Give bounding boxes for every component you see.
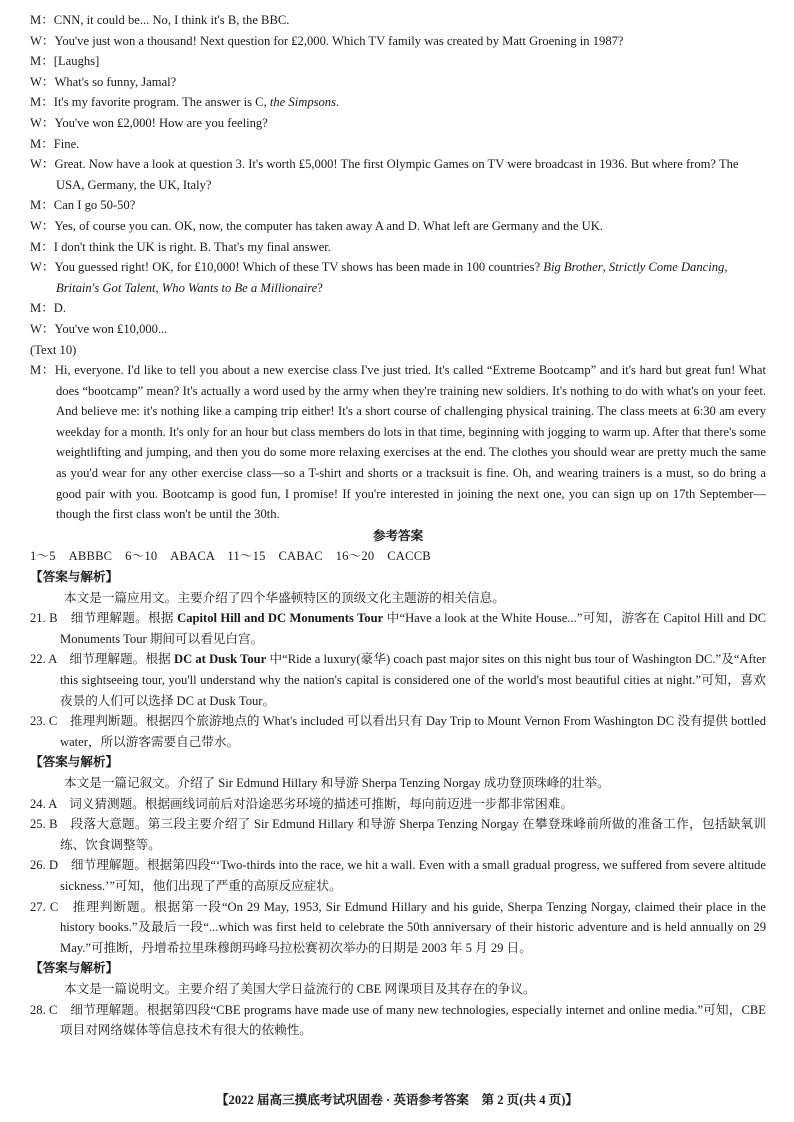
speaker-label: M： — [30, 54, 54, 69]
text-run: ? — [317, 280, 323, 295]
bold-tour-name: Capitol Hill and DC Monuments Tour — [177, 611, 384, 626]
text-run: CNN, it could be... No, I think it's B, the BBC. — [53, 13, 290, 27]
question-explanation — [30, 711, 766, 752]
speaker-label: M： — [30, 363, 55, 378]
analysis-heading: 【答案与解析】 — [30, 755, 119, 770]
answer-section-title: 参考答案 — [372, 528, 424, 543]
analysis-heading: 【答案与解析】 — [30, 961, 119, 976]
passage-summary: 本文是一篇说明文。主要介绍了美国大学日益流行的 CBE 网课项目及其存在的争议。 — [64, 981, 536, 996]
answer-key: 1～5 ABBBC 6～10 ABACA 11～15 CABAC 16～20 CACCB — [30, 549, 431, 564]
text-run: Can I go 50-50? — [53, 198, 136, 213]
dialogue-line — [30, 10, 766, 31]
speaker-label: W： — [30, 321, 55, 336]
text-run: Great. Now have a look at question 3. It's worth ₤5,000! The first Olympic Games on TV were broadcast in 1936. But where from? The USA, Germany, the UK, Italy? — [54, 157, 739, 192]
dialogue-line — [30, 319, 766, 340]
passage-summary: 本文是一篇记叙文。介绍了 Sir Edmund Hillary 和导游 Sherpa Tenzing Norgay 成功登顶珠峰的壮举。 — [64, 775, 610, 790]
dialogue-line — [30, 31, 766, 52]
text-run: 中“Ride a luxury(豪华) coach past major sites on this night bus tour of Washington DC.”及“After this sightseeing tour, you'll understand why the nation's capital is considered one of the world's most beautiful cities at night.”可知，喜欢夜景的人们可以选择 DC at Dusk Tour。 — [60, 652, 766, 708]
speaker-label: M： — [30, 136, 54, 151]
text-run: 22. A 细节理解题。根据 — [30, 652, 174, 667]
bold-tour-name: DC at Dusk Tour — [173, 652, 267, 667]
text-run: It's my favorite program. The answer is C, — [53, 95, 270, 110]
text-run: 23. C 推理判断题。根据四个旅游地点的 What's included 可以看出只有 Day Trip to Mount Vernon From Washington DC 没有提供 bottled water，所以游客需要自己带水。 — [30, 714, 766, 749]
dialogue-line — [30, 195, 766, 216]
italic-title: the Simpsons — [269, 95, 337, 110]
question-explanation — [30, 1000, 766, 1041]
speaker-label: M： — [30, 301, 54, 316]
text-run: 21. B 细节理解题。根据 — [30, 611, 178, 626]
dialogue-line — [30, 298, 766, 319]
italic-title: Who Wants to Be a Millionaire — [161, 280, 318, 295]
text-run: Yes, of course you can. OK, now, the computer has taken away A and D. What left are Germany and the UK. — [54, 218, 603, 233]
text-run: 24. A 词义猜测题。根据画线词前后对沿途恶劣环境的描述可推断，每向前迈进一步都非常困难。 — [30, 796, 573, 811]
speaker-label: M： — [30, 95, 54, 110]
speaker-label: W： — [30, 115, 55, 130]
dialogue-line — [30, 237, 766, 258]
dialogue-transcript — [30, 10, 766, 340]
text-run: . — [336, 95, 340, 110]
text-run: , — [155, 280, 162, 295]
question-explanation — [30, 794, 766, 815]
text-run: Fine. — [53, 136, 80, 151]
speaker-label: W： — [30, 74, 55, 89]
speaker-label: M： — [30, 239, 54, 254]
text-run: 26. D 细节理解题。根据第四段“‘Two-thirds into the race, we hit a wall. Even with a small gradual progress, we suffered from severe altitude sickness.’”可知，他们出现了严重的高原反应症状。 — [30, 858, 766, 893]
passage-summary: 本文是一篇应用文。主要介绍了四个华盛顿特区的顶级文化主题游的相关信息。 — [64, 590, 505, 605]
text-run: 中“Have a look at the White House...”可知，游客在 Capitol Hill and DC Monuments Tour 期间可以看见白宫。 — [60, 611, 766, 646]
speaker-label: W： — [30, 260, 55, 275]
text-run: D. — [53, 301, 67, 316]
dialogue-line — [30, 154, 766, 195]
question-explanation — [30, 649, 766, 711]
dialogue-line — [30, 92, 766, 113]
speaker-label: W： — [30, 33, 55, 48]
question-explanation — [30, 897, 766, 959]
text-run: 27. C 推理判断题。根据第一段“On 29 May, 1953, Sir Edmund Hillary and his guide, Sherpa Tenzing Norgay, claimed their place in the history books.”及最后一段“...which was first held to celebrate the 50th anniversary of their historic adventure and is held annually on 29 May.”可推断，丹增希拉里珠穆朗玛峰马拉松赛初次举办的日期是 2003 年 5 月 29 日。 — [30, 899, 766, 955]
dialogue-line — [30, 216, 766, 237]
italic-title: Big Brother — [543, 260, 603, 275]
question-explanation — [30, 855, 766, 896]
text-run: 28. C 细节理解题。根据第四段“CBE programs have made use of many new technologies, especially internet and online media.”可知，CBE 项目对网络媒体等信息技术有很大的依赖性。 — [30, 1002, 766, 1038]
dialogue-line — [30, 72, 766, 93]
text-run: You've won ₤2,000! How are you feeling? — [54, 115, 268, 130]
text-run: You've just won a thousand! Next question for ₤2,000. Which TV family was created by Matt Groening in 1987? — [54, 33, 624, 48]
italic-title: Strictly Come Dancing — [608, 260, 725, 275]
italic-title: Britain's Got Talent — [56, 280, 156, 295]
text-run: , — [724, 260, 728, 275]
document-page — [30, 10, 766, 1041]
speaker-label: M： — [30, 198, 54, 213]
text-10-monologue — [30, 360, 766, 525]
speaker-label: M： — [30, 13, 54, 27]
monologue-text: Hi, everyone. I'd like to tell you about a new exercise class I've just tried. It's called “Extreme Bootcamp” and it's hard but great fun! What does “bootcamp” mean? It's actually a word used by the army when they're training new soldiers. It's nothing to do with what's on your feet. And believe me: it's nothing like a camping trip either! It's a short course of challenging physical training. The class meets at 6:30 am every weekday for a month. It's only for an hour but class members do lots in that time, beginning with jogging to warm up. After that there's some weightlifting and jumping, and then you do some more relaxing exercises at the end. The clothes you should wear are pretty much the same as you'd wear for any other exercise class—so a T-shirt and shorts or a tracksuit is fine. Oh, and wearing trainers is a must, so do bring a good pair with you. Bootcamp is good fun, I promise! If you're interested in joining the next one, you can sign up on 17th September—though the first class won't be until the 30th. — [54, 363, 767, 522]
question-explanation — [30, 608, 766, 649]
dialogue-line — [30, 113, 766, 134]
page-footer: 【2022 届高三摸底考试巩固卷 · 英语参考答案 第 2 页(共 4 页)】 — [215, 1093, 579, 1107]
text-run: You've won ₤10,000... — [54, 321, 168, 336]
text-run: What's so funny, Jamal? — [54, 74, 177, 89]
text-run: , — [602, 260, 609, 275]
dialogue-line — [30, 51, 766, 72]
speaker-label: W： — [30, 218, 55, 233]
text-run: You guessed right! OK, for ₤10,000! Which of these TV shows has been made in 100 countries? — [54, 260, 544, 275]
speaker-label: W： — [30, 157, 55, 172]
text-run: 25. B 段落大意题。第三段主要介绍了 Sir Edmund Hillary 和导游 Sherpa Tenzing Norgay 在攀登珠峰前所做的准备工作，包括缺氧训练、饮食调整等。 — [30, 817, 766, 852]
text-10-label: (Text 10) — [30, 342, 77, 357]
question-explanation — [30, 814, 766, 855]
text-run: I don't think the UK is right. B. That's my final answer. — [53, 239, 331, 254]
answer-analysis-sections — [30, 567, 766, 1041]
text-run: [Laughs] — [53, 54, 100, 69]
dialogue-line — [30, 257, 766, 298]
analysis-heading: 【答案与解析】 — [30, 570, 119, 585]
dialogue-line — [30, 134, 766, 155]
